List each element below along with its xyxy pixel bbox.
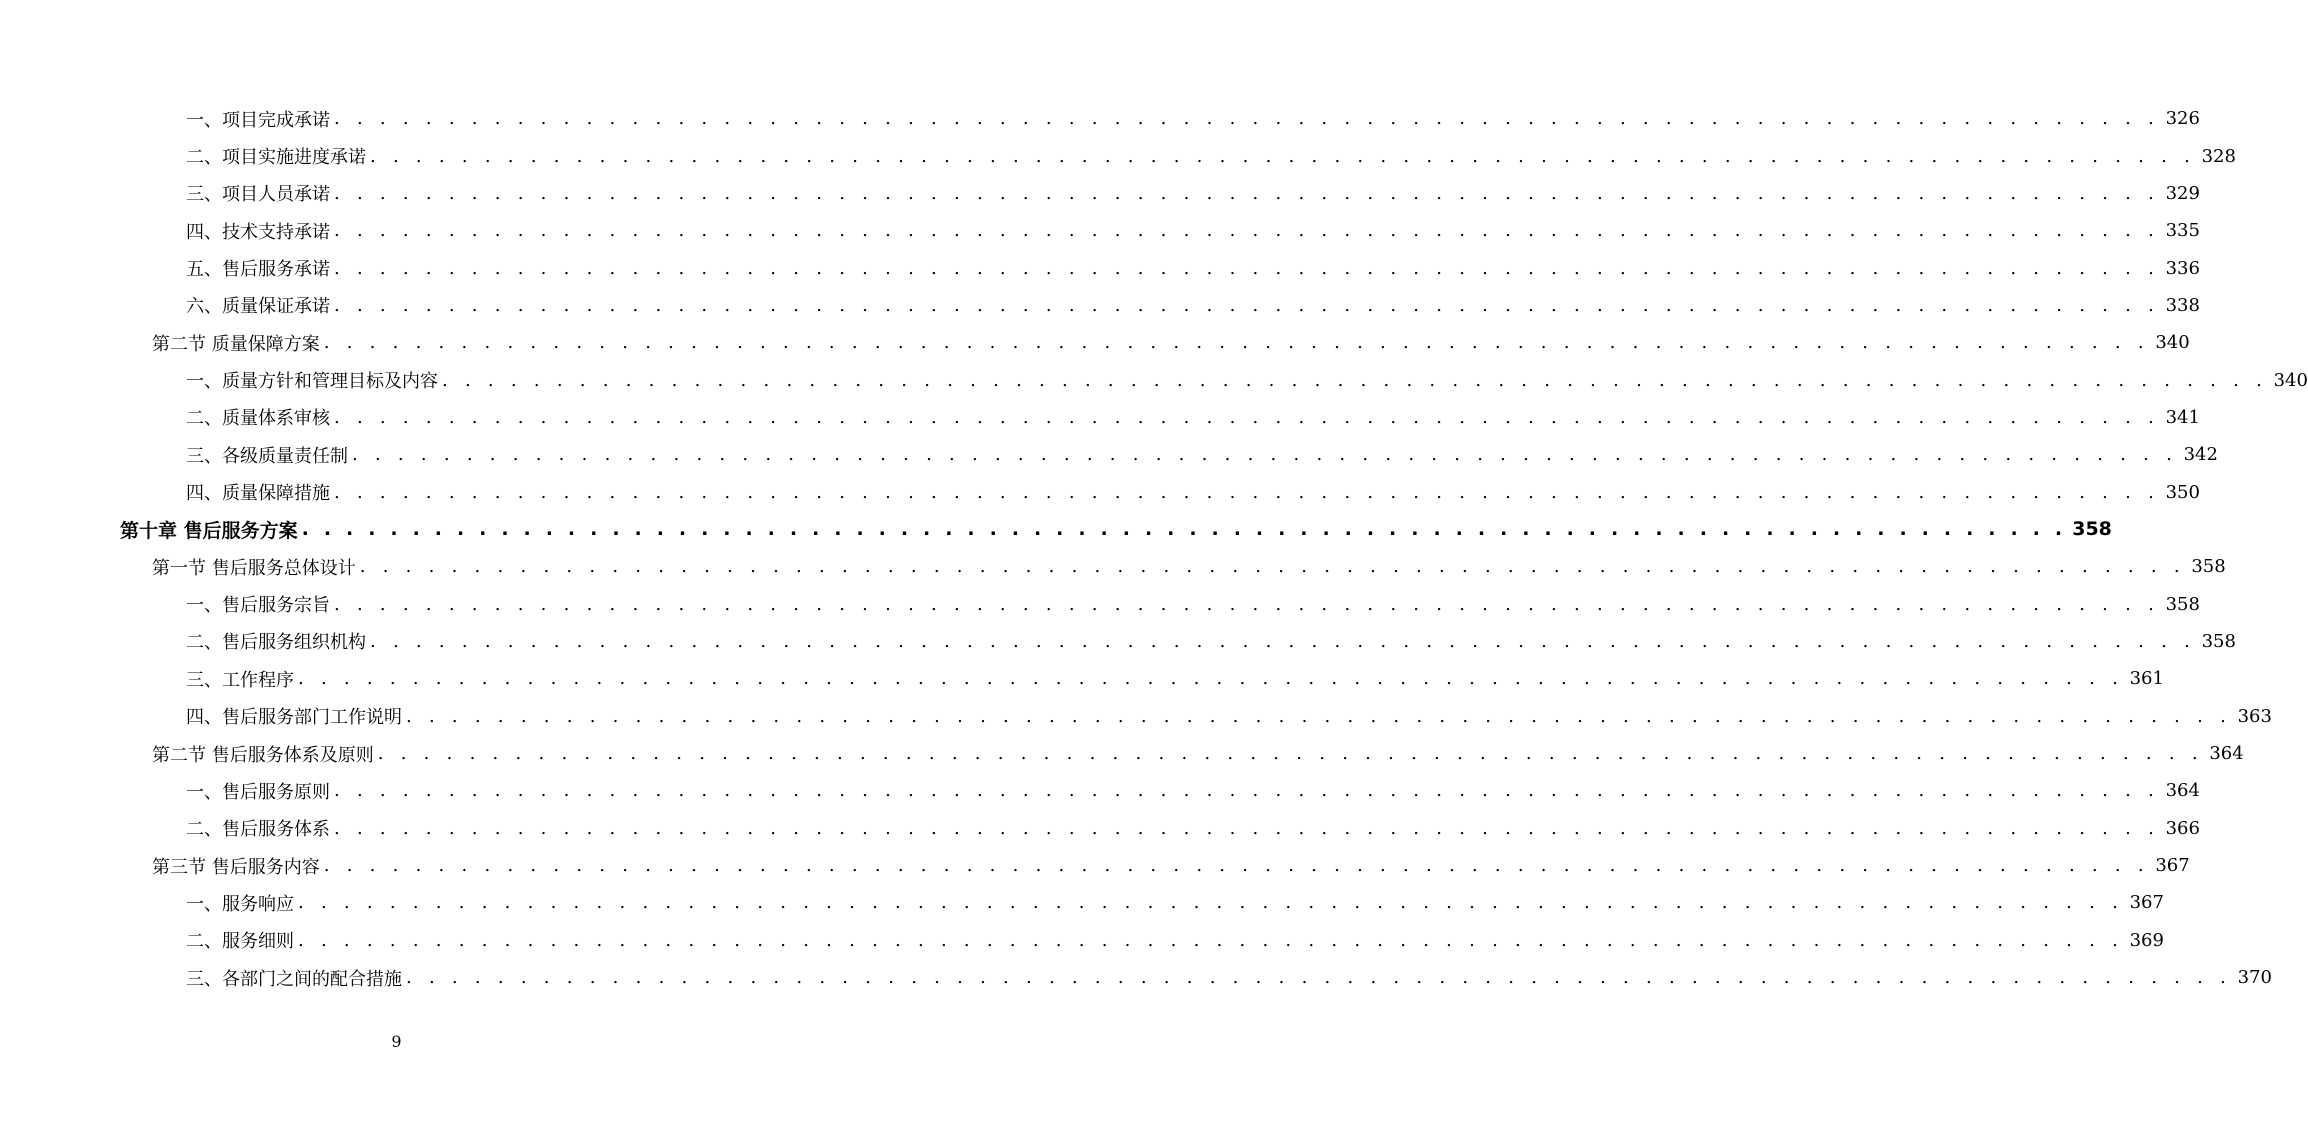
toc-entry-title: 第二节 质量保障方案 [152, 333, 320, 355]
toc-entry-page: 358 [2072, 518, 2112, 541]
toc-entry-title: 二、售后服务组织机构 [186, 632, 366, 654]
toc-entry-page: 328 [2201, 145, 2236, 167]
toc-dot-leader: . . . . . . . . . . . . . . . . . . . . . . . . . . . . . . . . . . . . . . . . . . . . . . . . . . . . . . . . . . . . . . . . . . . . . . . . . . . . . . . . [359, 556, 2186, 578]
toc-entry-page: 363 [2237, 705, 2272, 727]
toc-entry-title: 五、售后服务承诺 [186, 259, 330, 281]
toc-item-entry[interactable] [0, 810, 2200, 847]
toc-item-entry[interactable] [0, 660, 2164, 697]
toc-dot-leader: . . . . . . . . . . . . . . . . . . . . . . . . . . . . . . . . . . . . . . . . . . . . . . . . . . . . . . . . . . . . . . . . . . . . . . . . . . . . . . . . [334, 406, 2160, 428]
toc-dot-leader: . . . . . . . . . . . . . . . . . . . . . . . . . . . . . . . . . . . . . . . . . . . . . . . . . . . . . . . . . . . . . . . . . . . . . . . . . . . . . . . . [406, 705, 2232, 727]
toc-dot-leader: . . . . . . . . . . . . . . . . . . . . . . . . . . . . . . . . . . . . . . . . . . . . . . . . . . . . . . . . . . . . . . . . . . . . . . . . . . . . . . . . [334, 182, 2160, 204]
toc-dot-leader: . . . . . . . . . . . . . . . . . . . . . . . . . . . . . . . . . . . . . . . . . . . . . . . . . . . . . . . . . . . . . . . . . . . . . . . . . . . . . . . . [323, 855, 2150, 877]
toc-entry-title: 四、技术支持承诺 [186, 221, 330, 243]
toc-entry-title: 一、售后服务原则 [186, 781, 330, 803]
toc-entry-title: 四、质量保障措施 [186, 483, 330, 505]
toc-entry-title: 六、质量保证承诺 [186, 296, 330, 318]
toc-entry-title: 三、各级质量责任制 [186, 445, 348, 467]
toc-dot-leader: . . . . . . . . . . . . . . . . . . . . . . . . . . . . . . . . . . . . . . . . . . . . . . . . . . . . . . . . . . . . . . . . . . . . . . . . . . . . . . . . [334, 593, 2160, 615]
toc-entry-page: 364 [2209, 743, 2244, 765]
toc-entry-title: 三、各部门之间的配合措施 [186, 968, 402, 990]
toc-entry-title: 一、项目完成承诺 [186, 109, 330, 131]
toc-entry-page: 340 [2155, 332, 2190, 354]
toc-item-entry[interactable] [0, 212, 2200, 249]
table-of-contents [0, 100, 2308, 996]
toc-entry-page: 369 [2129, 929, 2164, 951]
toc-dot-leader: . . . . . . . . . . . . . . . . . . . . . . . . . . . . . . . . . . . . . . . . . . . . . . . . . . . . . . . . . . . . . . . . . . . . . . . . . . . . . . . . [406, 967, 2232, 989]
page-number: 9 [391, 1032, 402, 1051]
toc-entry-page: 358 [2165, 593, 2200, 615]
toc-entry-page: 358 [2201, 630, 2236, 652]
toc-item-entry[interactable] [0, 361, 2308, 398]
toc-entry-title: 二、质量体系审核 [186, 408, 330, 430]
toc-entry-title: 一、服务响应 [186, 893, 294, 915]
toc-item-entry[interactable] [0, 884, 2164, 921]
toc-entry-title: 二、服务细则 [186, 931, 294, 953]
toc-item-entry[interactable] [0, 473, 2200, 510]
toc-dot-leader: . . . . . . . . . . . . . . . . . . . . . . . . . . . . . . . . . . . . . . . . . . . . . . . . . . . . . . . . . . . . . . . . . . . . . . . . . . . . . . . . [352, 444, 2178, 466]
toc-dot-leader: . . . . . . . . . . . . . . . . . . . . . . . . . . . . . . . . . . . . . . . . . . . . . . . . . . . . . . . . . . . . . . . . . . . . . . . . . . . . . . . . [298, 929, 2124, 951]
toc-entry-title: 三、工作程序 [186, 669, 294, 691]
toc-section-entry[interactable] [0, 324, 2190, 361]
toc-entry-page: 341 [2165, 406, 2200, 428]
toc-entry-page: 361 [2129, 668, 2164, 690]
toc-item-entry[interactable] [0, 100, 2200, 137]
toc-dot-leader: . . . . . . . . . . . . . . . . . . . . . . . . . . . . . . . . . . . . . . . . . . . . . . . . . . . . . . . . . . . . . . . . . . . . . . . . . . . . . . . . [377, 743, 2204, 765]
toc-entry-page: 338 [2165, 294, 2200, 316]
toc-section-entry[interactable] [0, 548, 2226, 585]
toc-item-entry[interactable] [0, 399, 2200, 436]
toc-entry-title: 第十章 售后服务方案 [120, 519, 298, 542]
toc-entry-page: 335 [2165, 220, 2200, 242]
toc-item-entry[interactable] [0, 137, 2236, 174]
toc-dot-leader: . . . . . . . . . . . . . . . . . . . . . . . . . . . . . . . . . . . . . . . . . . . . . . . . . . . . . . . . . . . . . . . . . . . . . . . . . . . . . . . . [323, 332, 2150, 354]
toc-dot-leader: . . . . . . . . . . . . . . . . . . . . . . . . . . . . . . . . . . . . . . . . . . . . . . . . . . . . . . . . . . . . . . . . . . . . . . . . . . . . . . . . [334, 257, 2160, 279]
toc-dot-leader: . . . . . . . . . . . . . . . . . . . . . . . . . . . . . . . . . . . . . . . . . . . . . . . . . . . . . . . . . . . . . . . . . . . . . . . . . . . . . . . . [370, 145, 2196, 167]
toc-entry-page: 367 [2155, 855, 2190, 877]
toc-dot-leader: . . . . . . . . . . . . . . . . . . . . . . . . . . . . . . . . . . . . . . . . . . . . . . . . . . . . . . . . . . . . . . . . . . . . . . . . . . . . . . . . [334, 481, 2160, 503]
toc-item-entry[interactable] [0, 959, 2272, 996]
toc-entry-page: 366 [2165, 817, 2200, 839]
toc-item-entry[interactable] [0, 249, 2200, 286]
toc-entry-title: 二、售后服务体系 [186, 819, 330, 841]
toc-entry-title: 一、售后服务宗旨 [186, 595, 330, 617]
toc-entry-page: 336 [2165, 257, 2200, 279]
toc-entry-title: 第一节 售后服务总体设计 [152, 557, 356, 579]
toc-item-entry[interactable] [0, 585, 2200, 622]
toc-entry-title: 第三节 售后服务内容 [152, 856, 320, 878]
toc-entry-page: 329 [2165, 182, 2200, 204]
toc-entry-title: 三、项目人员承诺 [186, 184, 330, 206]
toc-dot-leader: . . . . . . . . . . . . . . . . . . . . . . . . . . . . . . . . . . . . . . . . . . . . . . . . . . . . . . . . . . . . . . . . . . . . . . . . . . . . . . . . [334, 108, 2160, 130]
toc-item-entry[interactable] [0, 287, 2200, 324]
toc-item-entry[interactable] [0, 175, 2200, 212]
toc-dot-leader: . . . . . . . . . . . . . . . . . . . . . . . . . . . . . . . . . . . . . . . . . . . . . . . . . . . . . . . . . . . . . . . . . . . . . . . . . . . . . . . . [334, 294, 2160, 316]
toc-chapter-entry[interactable] [0, 511, 2112, 548]
toc-item-entry[interactable] [0, 698, 2272, 735]
toc-dot-leader: . . . . . . . . . . . . . . . . . . . . . . . . . . . . . . . . . . . . . . . . . . . . . . . . . . . . . . . . . . . . . . . . . . . . . . . . . . . . . . . . [442, 369, 2268, 391]
toc-entry-page: 350 [2165, 481, 2200, 503]
toc-entry-page: 358 [2191, 556, 2226, 578]
toc-dot-leader: . . . . . . . . . . . . . . . . . . . . . . . . . . . . . . . . . . . . . . . . . . . . . . . . . . . . . . . . . . . . . . . . . . . . . . . . . . . . . . . . [334, 817, 2160, 839]
toc-dot-leader: . . . . . . . . . . . . . . . . . . . . . . . . . . . . . . . . . . . . . . . . . . . . . . . . . . . . . . . . . . . . . . . . . . . . . . . . . . . . . . . . [334, 780, 2160, 802]
toc-entry-page: 342 [2183, 444, 2218, 466]
toc-entry-title: 四、售后服务部门工作说明 [186, 707, 402, 729]
toc-item-entry[interactable] [0, 922, 2164, 959]
toc-item-entry[interactable] [0, 436, 2218, 473]
toc-dot-leader: . . . . . . . . . . . . . . . . . . . . . . . . . . . . . . . . . . . . . . . . . . . . . . . . . . . . . . . . . . . . . . . . . . . . . . . . . . . . . . . . [301, 518, 2067, 541]
toc-entry-page: 367 [2129, 892, 2164, 914]
toc-entry-page: 326 [2165, 108, 2200, 130]
toc-entry-page: 370 [2237, 967, 2272, 989]
toc-dot-leader: . . . . . . . . . . . . . . . . . . . . . . . . . . . . . . . . . . . . . . . . . . . . . . . . . . . . . . . . . . . . . . . . . . . . . . . . . . . . . . . . [298, 892, 2124, 914]
toc-entry-page: 340 [2273, 369, 2308, 391]
toc-entry-page: 364 [2165, 780, 2200, 802]
toc-section-entry[interactable] [0, 735, 2244, 772]
toc-entry-title: 二、项目实施进度承诺 [186, 147, 366, 169]
toc-item-entry[interactable] [0, 623, 2236, 660]
toc-entry-title: 第二节 售后服务体系及原则 [152, 744, 374, 766]
toc-dot-leader: . . . . . . . . . . . . . . . . . . . . . . . . . . . . . . . . . . . . . . . . . . . . . . . . . . . . . . . . . . . . . . . . . . . . . . . . . . . . . . . . [370, 630, 2196, 652]
toc-dot-leader: . . . . . . . . . . . . . . . . . . . . . . . . . . . . . . . . . . . . . . . . . . . . . . . . . . . . . . . . . . . . . . . . . . . . . . . . . . . . . . . . [298, 668, 2124, 690]
toc-entry-title: 一、质量方针和管理目标及内容 [186, 371, 438, 393]
toc-section-entry[interactable] [0, 847, 2190, 884]
toc-item-entry[interactable] [0, 772, 2200, 809]
toc-dot-leader: . . . . . . . . . . . . . . . . . . . . . . . . . . . . . . . . . . . . . . . . . . . . . . . . . . . . . . . . . . . . . . . . . . . . . . . . . . . . . . . . [334, 220, 2160, 242]
